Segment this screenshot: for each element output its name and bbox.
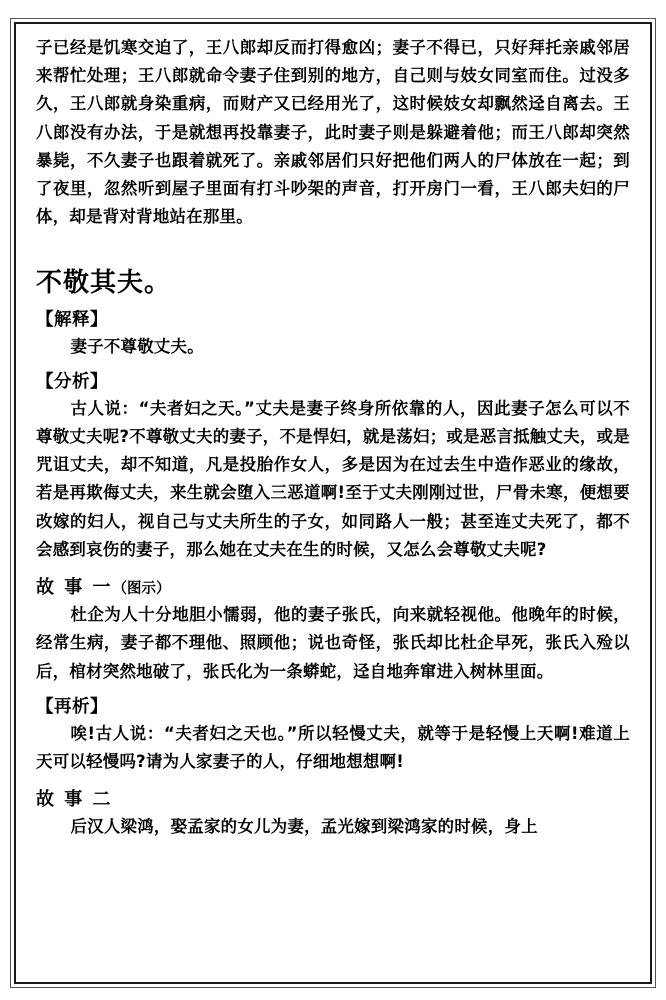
section-text-analysis: 古人说：“夫者妇之天。”丈夫是妻子终身所依靠的人，因此妻子怎么可以不尊敬丈夫呢?不尊敬丈夫的妻子，不是悍妇，就是荡妇；或是恶言抵触丈夫，或是咒诅丈夫，却不知道，凡是投胎作女人，多是因为在过去生中造作恶业的缘故，若是再欺侮丈夫，来生就会堕入三恶道啊!至于丈夫刚刚过世，尸骨未寒，便想要改嫁的妇人，视自己与丈夫所生的子女，如同路人一般；甚至连丈夫死了，都不会感到哀伤的妻子，那么她在丈夫在生的时候，又怎么会尊敬丈夫呢?: [36, 398, 630, 559]
section-text-reanalysis: 唉!古人说：“夫者妇之天也。”所以轻慢丈夫，就等于是轻慢上天啊!难道上天可以轻慢吗?请为人家妻子的人，仔细地想想啊!: [36, 723, 630, 771]
story-one-text: 杜企为人十分地胆小懦弱，他的妻子张氏，向来就轻视他。他晚年的时候，经常生病，妻子都不理他、照顾他；说也奇怪，张氏却比杜企早死，张氏入殓以后，棺材突然地破了，张氏化为一条蟒蛇，迳自地奔窜进入树林里面。: [36, 605, 630, 681]
page-content: [36, 34, 630, 841]
opening-paragraph: 子已经是饥寒交迫了，王八郎却反而打得愈凶；妻子不得已，只好拜托亲戚邻居来帮忙处理；王八郎就命令妻子住到别的地方，自己则与妓女同室而住。过没多久，王八郎就身染重病，而财产又已经用光了，这时候妓女却飘然迳自离去。王八郎没有办法，于是就想再投靠妻子，此时妻子则是躲避着他；而王八郎却突然暴毙，不久妻子也跟着就死了。亲戚邻居们只好把他们两人的尸体放在一起；到了夜里，忽然听到屋子里面有打斗吵架的声音，打开房门一看，王八郎夫妇的尸体，却是背对背地站在那里。: [36, 38, 630, 227]
story-one-title: 故 事 一: [36, 577, 113, 599]
story-one-label: [36, 573, 630, 599]
story-one-note: （图示）: [112, 581, 171, 598]
story-two-label: 故 事 二: [36, 789, 113, 811]
section-label-reanalysis: 【再析】: [36, 696, 108, 717]
story-two-text: 后汉人梁鸿，娶孟家的女儿为妻，孟光嫁到梁鸿家的时候，身上: [70, 817, 538, 837]
section-text-explanation: 妻子不尊敬丈夫。: [70, 336, 204, 356]
page-title: 不敬其夫。: [36, 267, 172, 298]
section-label-explanation: 【解释】: [36, 309, 108, 330]
section-label-analysis: 【分析】: [36, 371, 108, 392]
